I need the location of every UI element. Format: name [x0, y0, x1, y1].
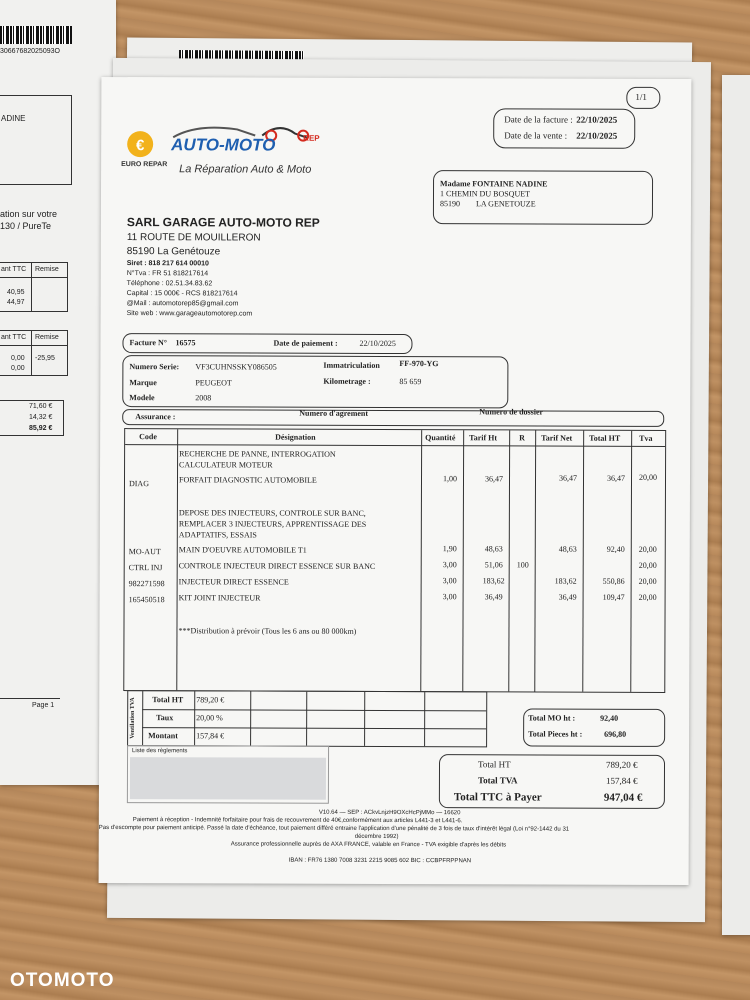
barcode-number: 30667682025093O: [0, 48, 60, 55]
cell: 0,00: [11, 365, 25, 372]
line-code: 165450518: [128, 595, 165, 605]
right-document-edge: [722, 75, 750, 935]
line-discount: 100: [516, 560, 529, 570]
total-ttc: 947,04 €: [603, 791, 643, 804]
mileage: 85 659: [399, 377, 422, 387]
company-tva: N°Tva : FR 51 818217614: [126, 270, 209, 278]
client-city: LA GENETOUZE: [475, 199, 536, 209]
plate: FF-970-YG: [399, 359, 439, 369]
redacted-area: [130, 757, 326, 800]
line-net-price: 36,47: [558, 473, 578, 483]
vat-amount-label: Montant: [148, 731, 178, 741]
legal-text: décembre 1992): [354, 833, 399, 841]
vin: VF3CUHNSSKY086505: [195, 362, 277, 372]
total-ttc-label: Total TTC à Payer: [453, 791, 542, 804]
company-address: 11 ROUTE DE MOUILLERON: [126, 232, 261, 244]
total-ht-label: Total HT: [477, 759, 511, 770]
line-vat: 20,00: [638, 560, 657, 570]
line-designation: KIT JOINT INJECTEUR: [178, 593, 261, 603]
header-unit-price: Tarif Ht: [469, 433, 498, 443]
barcode: [0, 26, 72, 44]
line-unit-price: 51,06: [484, 560, 503, 570]
line-description: ADAPTATIFS, ESSAIS: [178, 530, 257, 540]
vat-amount: 157,84 €: [196, 731, 225, 741]
total-ht: 789,20 €: [605, 759, 638, 770]
payment-date-label: Date de paiement :: [273, 338, 338, 348]
cell: 40,95: [7, 289, 25, 296]
col-header: ant TTC: [1, 334, 27, 341]
company-website: Site web : www.garageautomotorep.com: [126, 310, 253, 318]
line-total: 109,47: [602, 592, 625, 602]
line-vat: 20,00: [638, 576, 657, 586]
approval-number-label: Numero d'agrement: [299, 408, 369, 418]
payments-box: [127, 745, 329, 804]
left-table-1: [0, 262, 68, 312]
parts-total: 696,80: [604, 729, 627, 739]
total: 14,32 €: [29, 414, 53, 421]
logo-rep: REP: [303, 133, 320, 143]
client-zip: 85190: [439, 199, 460, 209]
line-quantity: 1,90: [442, 544, 457, 554]
line-net-price: 48,63: [558, 544, 577, 554]
legal-text: Paiement à réception - Indemnité forfaitaire pour frais de recouvrement de 40€,conformément aux articles L441-3 et L441-6.: [132, 817, 463, 825]
legal-text: Pas d'escompte pour paiement anticipé. Passé la date d'échéance, tout paiement différé entraine l'application d'une pénalité de 3 fois de taux d'intérêt légal (Loi n°92-1442 du 31: [98, 824, 570, 833]
iban: IBAN : FR76 1380 7008 3231 2215 9085 602 BIC : CCBPFRPPNAN: [288, 857, 472, 865]
company-capital: Capital : 15 000€ - RCS 818217614: [126, 290, 238, 298]
brand: PEUGEOT: [195, 378, 232, 388]
line-description: RECHERCHE DE PANNE, INTERROGATION: [179, 449, 336, 459]
plate-label: Immatriculation: [323, 360, 380, 370]
line-unit-price: 183,62: [482, 576, 505, 586]
header-total: Total HT: [589, 433, 621, 443]
cell: 0,00: [11, 355, 25, 362]
client-box: [433, 170, 653, 225]
line-quantity: 3,00: [442, 560, 457, 570]
line-quantity: 3,00: [442, 576, 457, 586]
legal-text: Assurance professionnelle auprès de AXA FRANCE, valable en France - TVA exigible d'après les débits: [230, 841, 507, 849]
line-total: 36,47: [606, 473, 626, 483]
date-facture-label: Date de la facture :: [504, 114, 573, 125]
invoice-lines-table: [123, 428, 666, 693]
payment-date: 22/10/2025: [359, 338, 396, 349]
insurance-box: [122, 409, 664, 427]
parts-total-label: Total Pieces ht :: [528, 729, 583, 739]
line-description: DEPOSE DES INJECTEURS, CONTROLE SUR BANC,: [178, 508, 366, 518]
line-designation: INJECTEUR DIRECT ESSENCE: [178, 577, 289, 587]
left-text-2: 130 / PureTe: [0, 221, 52, 231]
line-designation: CONTROLE INJECTEUR DIRECT ESSENCE SUR BANC: [178, 561, 376, 571]
labor-total: 92,40: [600, 713, 619, 723]
page-counter: 1/1: [635, 91, 647, 102]
page-number: Page 1: [32, 702, 55, 709]
header-code: Code: [139, 432, 157, 442]
header-discount: R: [519, 433, 525, 443]
vehicle-box: [122, 355, 508, 408]
distribution-note: ***Distribution à prévoir (Tous les 6 ans ou 80 000km): [178, 626, 357, 636]
line-code: 982271598: [128, 579, 165, 589]
payments-label: Liste des règlements: [132, 748, 188, 755]
vat-rate-label: Taux: [156, 713, 174, 723]
col-header: ant TTC: [1, 266, 27, 273]
line-code: CTRL INJ: [128, 563, 163, 573]
left-totals: [0, 400, 64, 436]
line-vat: 20,00: [638, 472, 658, 482]
model-label: Modele: [129, 393, 155, 403]
header-net-price: Tarif Net: [541, 433, 573, 443]
invoice-number-label: Facture N°: [129, 338, 167, 348]
line-quantity: 1,00: [442, 474, 458, 484]
total: 85,92 €: [29, 425, 53, 432]
company-email: @Mail : automotorep85@gmail.com: [126, 300, 239, 308]
total-vat-label: Total TVA: [477, 775, 518, 786]
line-designation: MAIN D'OEUVRE AUTOMOBILE T1: [178, 545, 307, 555]
euro-repar-logo: [125, 129, 155, 159]
vat-breakdown-table: [127, 690, 487, 747]
dates-box: [493, 108, 635, 148]
line-net-price: 183,62: [554, 576, 577, 586]
line-unit-price: 36,47: [484, 474, 504, 484]
address-box: [0, 95, 72, 185]
line-unit-price: 48,63: [484, 544, 503, 554]
date-facture: 22/10/2025: [576, 114, 618, 125]
total: 71,60 €: [29, 403, 53, 410]
vat-total-ht: 789,20 €: [196, 695, 225, 705]
client-name: Madame FONTAINE NADINE: [440, 179, 548, 189]
tagline: La Réparation Auto & Moto: [179, 163, 312, 176]
col-header: Remise: [35, 266, 59, 273]
vat-breakdown-label: Ventilation TVA: [129, 697, 136, 739]
company-name: SARL GARAGE AUTO-MOTO REP: [126, 215, 320, 230]
page-counter-box: [626, 87, 660, 109]
line-net-price: 36,49: [558, 592, 577, 602]
invoice-number: 16575: [175, 338, 196, 348]
name-fragment: ADINE: [1, 114, 26, 123]
line-designation: FORFAIT DIAGNOSTIC AUTOMOBILE: [178, 475, 317, 485]
date-vente: 22/10/2025: [576, 130, 618, 141]
labor-total-label: Total MO ht :: [528, 713, 576, 723]
line-code: DIAG: [128, 479, 150, 489]
line-total: 92,40: [606, 544, 625, 554]
header-designation: Désignation: [275, 432, 316, 442]
logo-text: AUTO-MOTO: [171, 135, 276, 155]
left-text-1: ation sur votre: [0, 209, 58, 219]
company-siret: Siret : 818 217 614 00010: [126, 260, 209, 268]
vat-rate: 20,00 %: [196, 713, 223, 723]
line-vat: 20,00: [638, 544, 657, 554]
company-city: 85190 La Genétouze: [126, 246, 221, 258]
labor-parts-box: [523, 708, 665, 746]
vat-total-ht-label: Total HT: [152, 695, 184, 705]
cell: -25,95: [35, 355, 55, 362]
cell: 44,97: [7, 299, 25, 306]
totals-box: [439, 754, 665, 809]
line-description: CALCULATEUR MOTEUR: [179, 460, 273, 470]
header-quantity: Quantité: [425, 433, 456, 443]
euro-repar-text: EURO REPAR: [121, 161, 168, 169]
brand-label: Marque: [129, 378, 157, 388]
file-number-label: Numero de dossier: [479, 407, 544, 417]
svg-text:€: €: [135, 137, 145, 155]
version-line: V10.64 — SEP : ACkvLnjzH9OXcHcPjMMo — 16620: [318, 809, 461, 817]
header-vat: Tva: [639, 433, 653, 443]
line-unit-price: 36,49: [484, 592, 503, 602]
col-header: Remise: [35, 334, 59, 341]
line-description: REMPLACER 3 INJECTEURS, APPRENTISSAGE DES: [178, 519, 367, 529]
mileage-label: Kilometrage :: [323, 376, 371, 386]
line-code: MO-AUT: [128, 547, 161, 557]
date-vente-label: Date de la vente :: [504, 130, 568, 141]
company-phone: Téléphone : 02.51.34.83.62: [126, 280, 213, 288]
invoice-number-box: [122, 333, 412, 354]
otomoto-watermark: OTOMOTO: [10, 970, 115, 991]
insurance-label: Assurance :: [135, 412, 176, 422]
line-vat: 20,00: [638, 592, 657, 602]
invoice: [99, 77, 692, 885]
client-address: 1 CHEMIN DU BOSQUET: [439, 189, 531, 199]
total-vat: 157,84 €: [605, 775, 638, 786]
model: 2008: [195, 393, 212, 403]
vin-label: Numero Serie:: [129, 362, 180, 372]
left-table-2: [0, 330, 68, 376]
line-quantity: 3,00: [442, 592, 457, 602]
line-total: 550,86: [602, 576, 625, 586]
